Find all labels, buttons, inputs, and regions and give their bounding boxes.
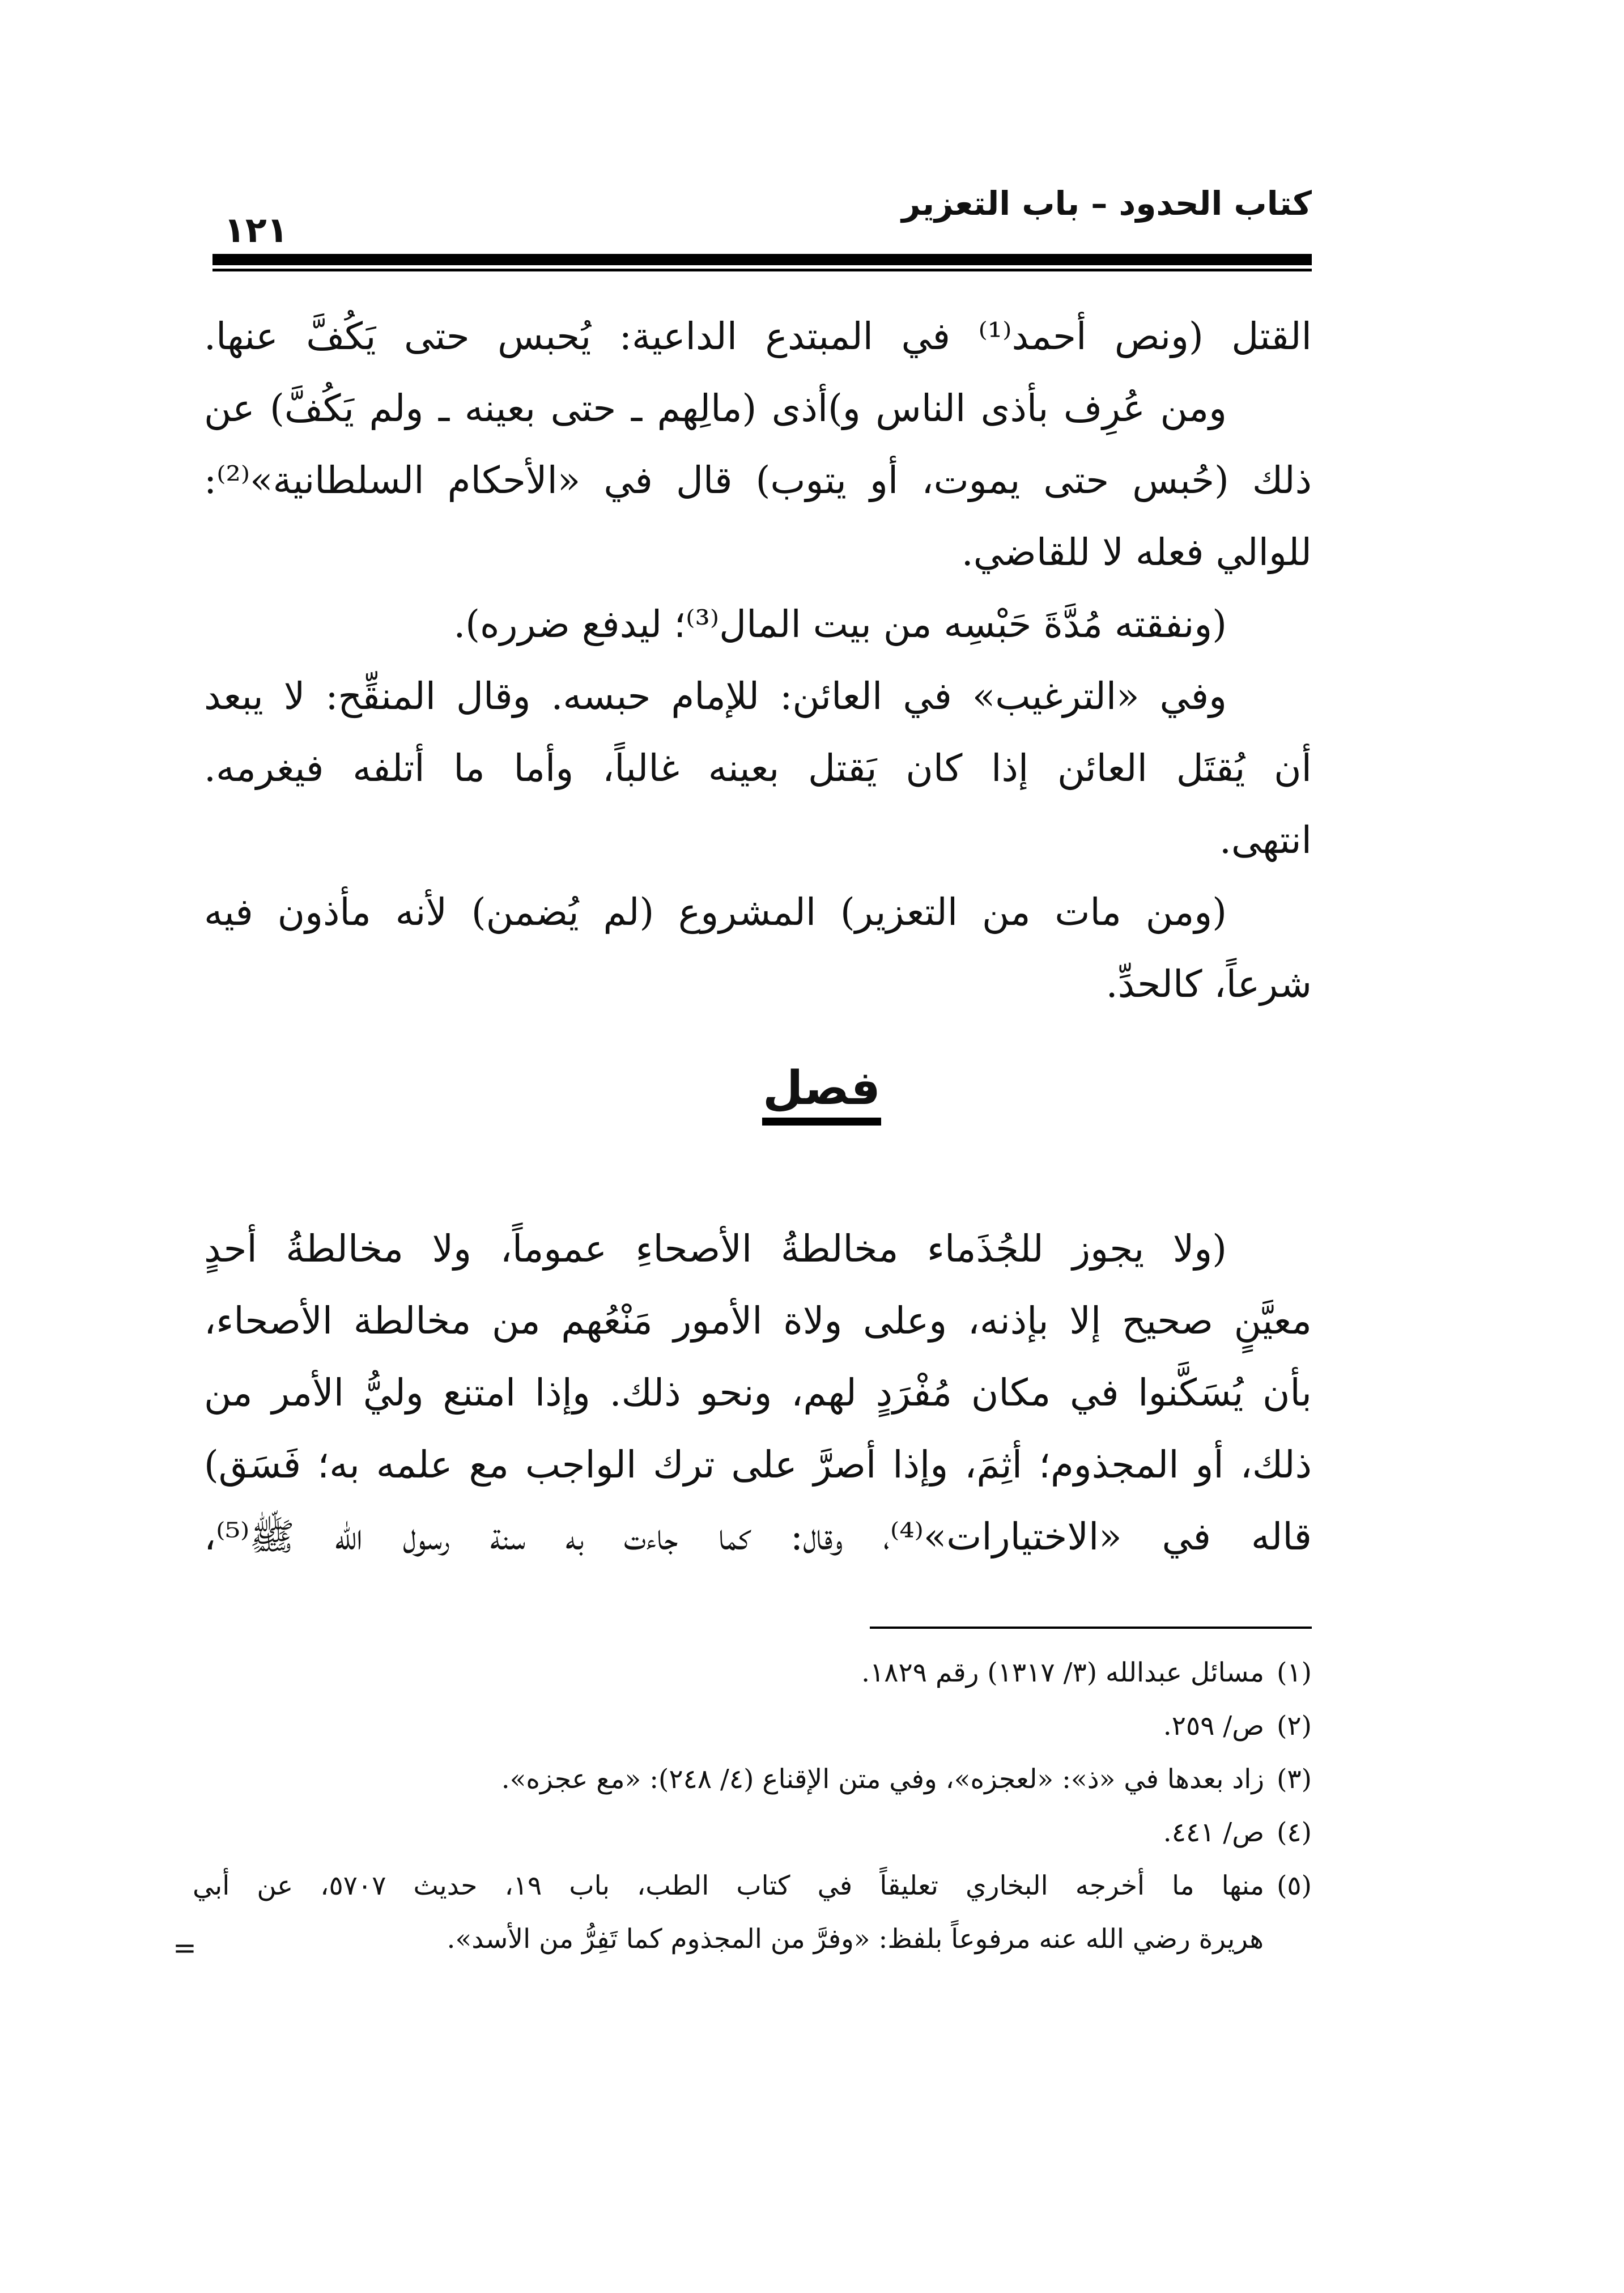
footnote bbox=[193, 1753, 1312, 1806]
running-title: كتاب الحدود – باب التعزير bbox=[902, 184, 1312, 223]
footnote-continuation bbox=[193, 1913, 1312, 1966]
text-line: بأن يُسَكَّنوا في مكان مُفْرَدٍ لهم، ونحو ذلك. وإذا امتنع وليُّ الأمر من bbox=[204, 1371, 1312, 1415]
footnotes bbox=[193, 1646, 1312, 1966]
header-rule-thin bbox=[212, 269, 1312, 271]
text-line: القتل (ونص أحمد⁽¹⁾ في المبتدع الداعية: يُحبس حتى يَكُفَّ عنها. bbox=[204, 315, 1312, 358]
footnote-number: (١) bbox=[1277, 1657, 1312, 1688]
footnote-text: زاد بعدها في «ذ»: «لعجزه»، وفي متن الإقناع (٤/ ٢٤٨): «مع عجزه». bbox=[501, 1764, 1265, 1795]
text-line: ذلك، أو المجذوم؛ أثِمَ، وإذا أصرَّ على ترك الواجب مع علمه به؛ فَسَق) bbox=[204, 1443, 1312, 1487]
text-line: معيَّنٍ صحيح إلا بإذنه، وعلى ولاة الأمور مَنْعُهم من مخالطة الأصحاء، bbox=[204, 1299, 1312, 1343]
section-heading bbox=[595, 1061, 1048, 1126]
footnote-number: (٥) bbox=[1277, 1870, 1312, 1901]
text-line: أن يُقتَل العائن إذا كان يَقتل بعينه غالباً، وأما ما أتلفه فيغرمه. bbox=[204, 746, 1312, 790]
footnote-text: ص/ ٢٥٩. bbox=[1163, 1710, 1265, 1742]
page-number: ١٢١ bbox=[224, 209, 288, 250]
text-line: وفي «الترغيب» في العائن: للإمام حبسه. وقال المنقِّح: لا يبعد bbox=[204, 674, 1227, 718]
text-line: ومن عُرِف بأذى الناس و)أذى (مالِهم ـ حتى بعينه ـ ولم يَكُفَّ) عن bbox=[204, 387, 1227, 430]
footnote-text: هريرة رضي الله عنه مرفوعاً بلفظ: «وفرَّ من المجذوم كما تَفِرُّ من الأسد». bbox=[447, 1923, 1264, 1955]
header-rule-thick bbox=[212, 254, 1312, 265]
footnote-text: منها ما أخرجه البخاري تعليقاً في كتاب الطب، باب ١٩، حديث ٥٧٠٧، عن أبي bbox=[193, 1870, 1265, 1901]
section-heading-text: فصل bbox=[763, 1061, 881, 1115]
footnote bbox=[193, 1700, 1312, 1753]
running-header bbox=[212, 181, 1312, 261]
footnote-number: (٢) bbox=[1277, 1710, 1312, 1742]
footnote bbox=[193, 1859, 1312, 1913]
body-text-bottom bbox=[204, 1213, 1312, 1573]
text-line: للوالي فعله لا للقاضي. bbox=[961, 530, 1312, 574]
text-line: (ومن مات من التعزير) المشروع (لم يُضمن) لأنه مأذون فيه bbox=[204, 890, 1227, 934]
text-line: قاله في «الاختيارات»⁽⁴⁾، وقال: كما جاءت به سنة رسول الله ﷺ⁽⁵⁾، bbox=[204, 1515, 1312, 1559]
footnote-number: (٣) bbox=[1277, 1764, 1312, 1795]
footnote-text: ص/ ٤٤١. bbox=[1163, 1817, 1265, 1848]
text-line: انتهى. bbox=[1219, 818, 1312, 862]
section-heading-underline bbox=[762, 1118, 881, 1126]
footnote-continued-mark: = bbox=[173, 1931, 197, 1964]
footnote bbox=[193, 1806, 1312, 1859]
footnote bbox=[193, 1646, 1312, 1700]
body-text-top bbox=[204, 300, 1312, 1020]
footnote-separator bbox=[870, 1627, 1312, 1629]
text-line: شرعاً، كالحدِّ. bbox=[1106, 962, 1312, 1006]
text-line: ذلك (حُبس حتى يموت، أو يتوب) قال في «الأحكام السلطانية»⁽²⁾: bbox=[204, 458, 1312, 502]
footnote-text: مسائل عبدالله (٣/ ١٣١٧) رقم ١٨٢٩. bbox=[861, 1657, 1265, 1688]
footnote-number: (٤) bbox=[1277, 1817, 1312, 1848]
text-line: (ولا يجوز للجُذَماء مخالطةُ الأصحاءِ عموماً، ولا مخالطةُ أحدٍ bbox=[204, 1227, 1227, 1271]
text-line: (ونفقته مُدَّةَ حَبْسِه من بيت المال⁽³⁾؛ ليدفع ضرره). bbox=[453, 602, 1227, 646]
